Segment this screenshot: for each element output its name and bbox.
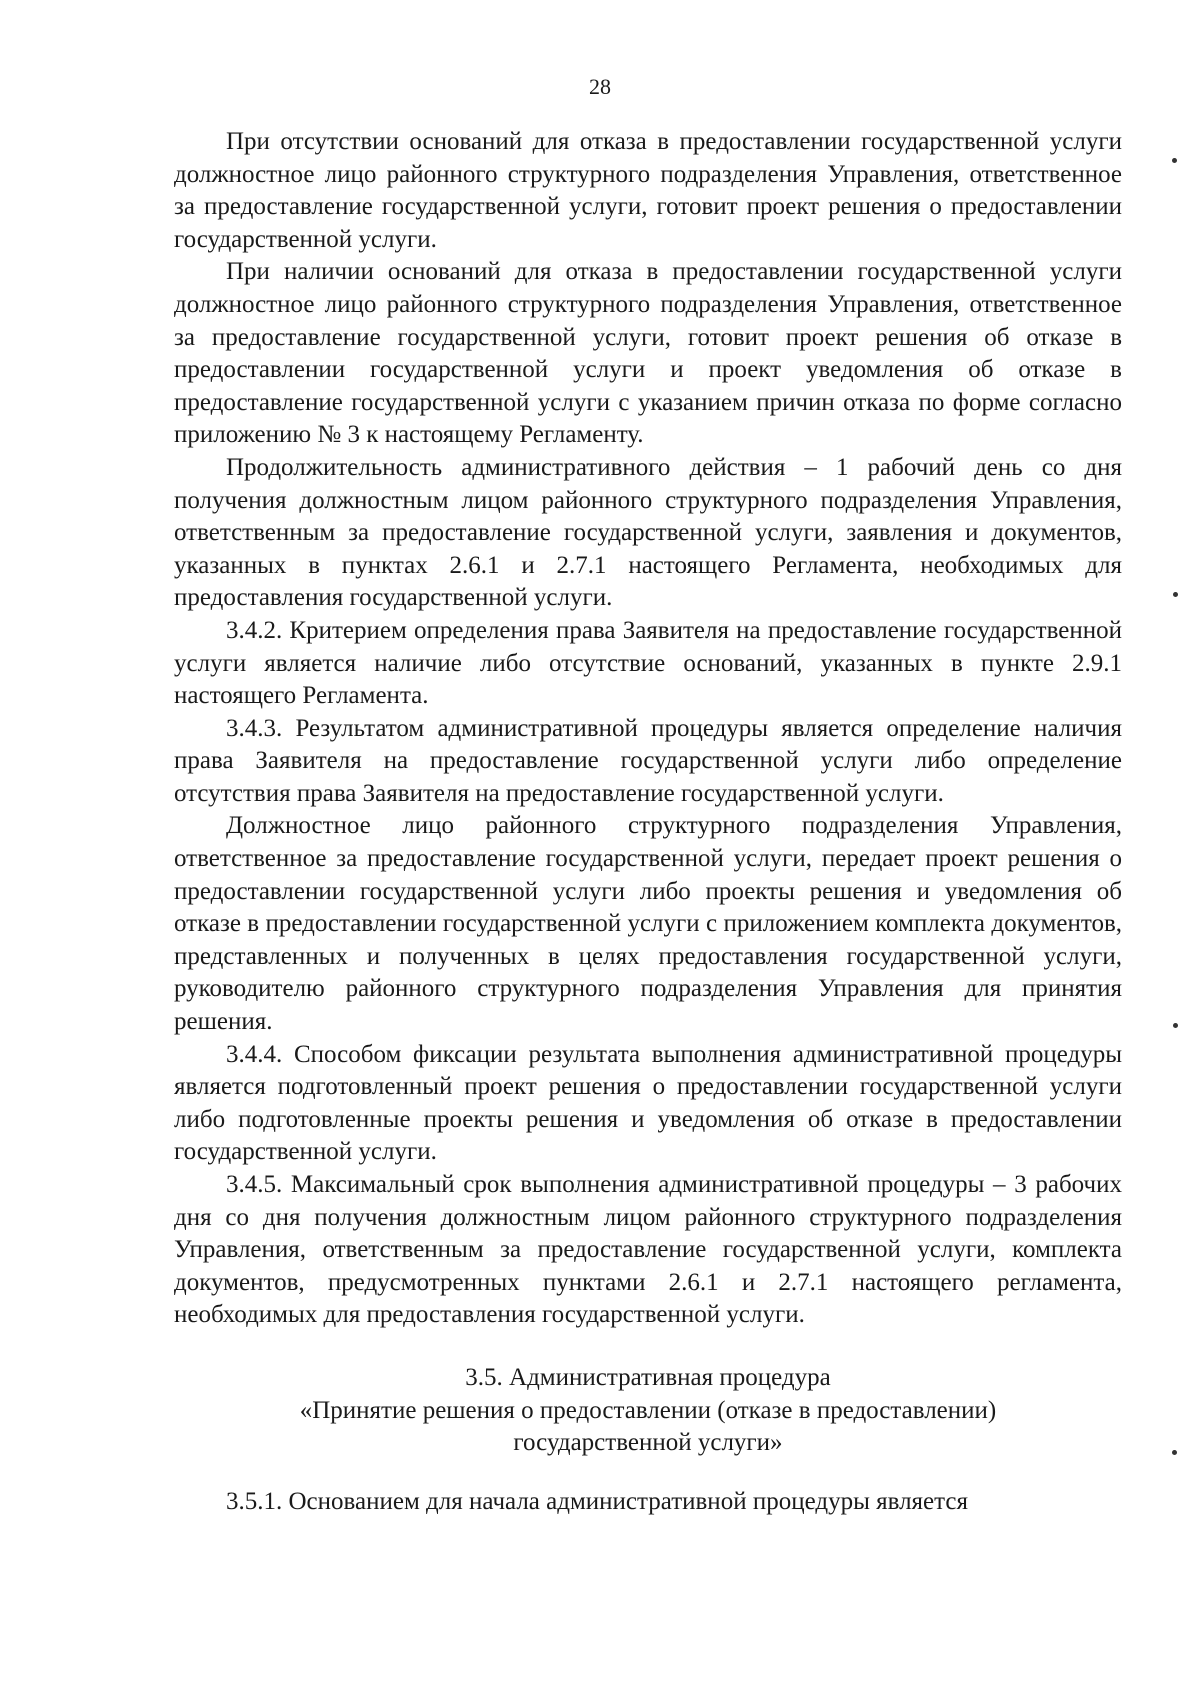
paragraph: 3.4.2. Критерием определения права Заявителя на предоставление государственной услуги является наличие либо отсутствие оснований, указанных в пункте 2.9.1 настоящего Регламента. — [174, 616, 1122, 710]
paragraph: Должностное лицо районного структурного подразделения Управления, ответственное за предоставление государственной услуги, передает проект решения о предоставлении государственной услуги либо проекты решения и уведомления об отказе в предоставлении государственной услуги с приложением комплекта документов, представленных и полученных в целях предоставления государственной услуги, руководителю районного структурного подразделения Управления для принятия решения. — [174, 812, 1122, 1036]
scan-dot — [1172, 1450, 1177, 1455]
section-heading-line: государственной услуги» — [513, 1429, 783, 1457]
section-heading-line: «Принятие решения о предоставлении (отказе в предоставлении) — [299, 1396, 997, 1424]
paragraph: 3.5.1. Основанием для начала административной процедуры является — [226, 1487, 968, 1515]
scan-dot — [1173, 1023, 1178, 1028]
paragraph: Продолжительность административного действия – 1 рабочий день со дня получения должностным лицом районного структурного подразделения Управления, ответственным за предоставление государственной услуги, заявления и документов, указанных в пунктах 2.6.1 и 2.7.1 настоящего Регламента, необходимых для предоставления государственной услуги. — [174, 453, 1122, 612]
paragraph: При отсутствии оснований для отказа в предоставлении государственной услуги должностное лицо районного структурного подразделения Управления, ответственное за предоставление государственной услуги, готовит проект решения о предоставлении государственной услуги. — [174, 128, 1122, 253]
scan-dot — [1172, 158, 1177, 163]
section-heading-line: 3.5. Административная процедура — [465, 1363, 831, 1391]
document-body — [174, 126, 1122, 1518]
paragraph: 3.4.5. Максимальный срок выполнения административной процедуры – 3 рабочих дня со дня получения должностным лицом районного структурного подразделения Управления, ответственным за предоставление государственной услуги, комплекта документов, предусмотренных пунктами 2.6.1 и 2.7.1 настоящего регламента, необходимых для предоставления государственной услуги. — [174, 1171, 1122, 1329]
page-number: 28 — [589, 74, 611, 99]
section-heading — [174, 1362, 1122, 1460]
paragraph: 3.4.3. Результатом административной процедуры является определение наличия права Заявителя на предоставление государственной услуги либо определение отсутствия права Заявителя на предоставление государственной услуги. — [174, 714, 1122, 807]
scan-dot — [1173, 592, 1178, 597]
paragraph: 3.4.4. Способом фиксации результата выполнения административной процедуры является подготовленный проект решения о предоставлении государственной услуги либо подготовленные проекты решения и уведомления об отказе в предоставлении государственной услуги. — [174, 1040, 1122, 1166]
paragraph: При наличии оснований для отказа в предоставлении государственной услуги должностное лицо районного структурного подразделения Управления, ответственное за предоставление государственной услуги, готовит проект решения об отказе в предоставлении государственной услуги и проект уведомления об отказе в предоставление государственной услуги с указанием причин отказа по форме согласно приложению № 3 к настоящему Регламенту. — [174, 258, 1122, 449]
